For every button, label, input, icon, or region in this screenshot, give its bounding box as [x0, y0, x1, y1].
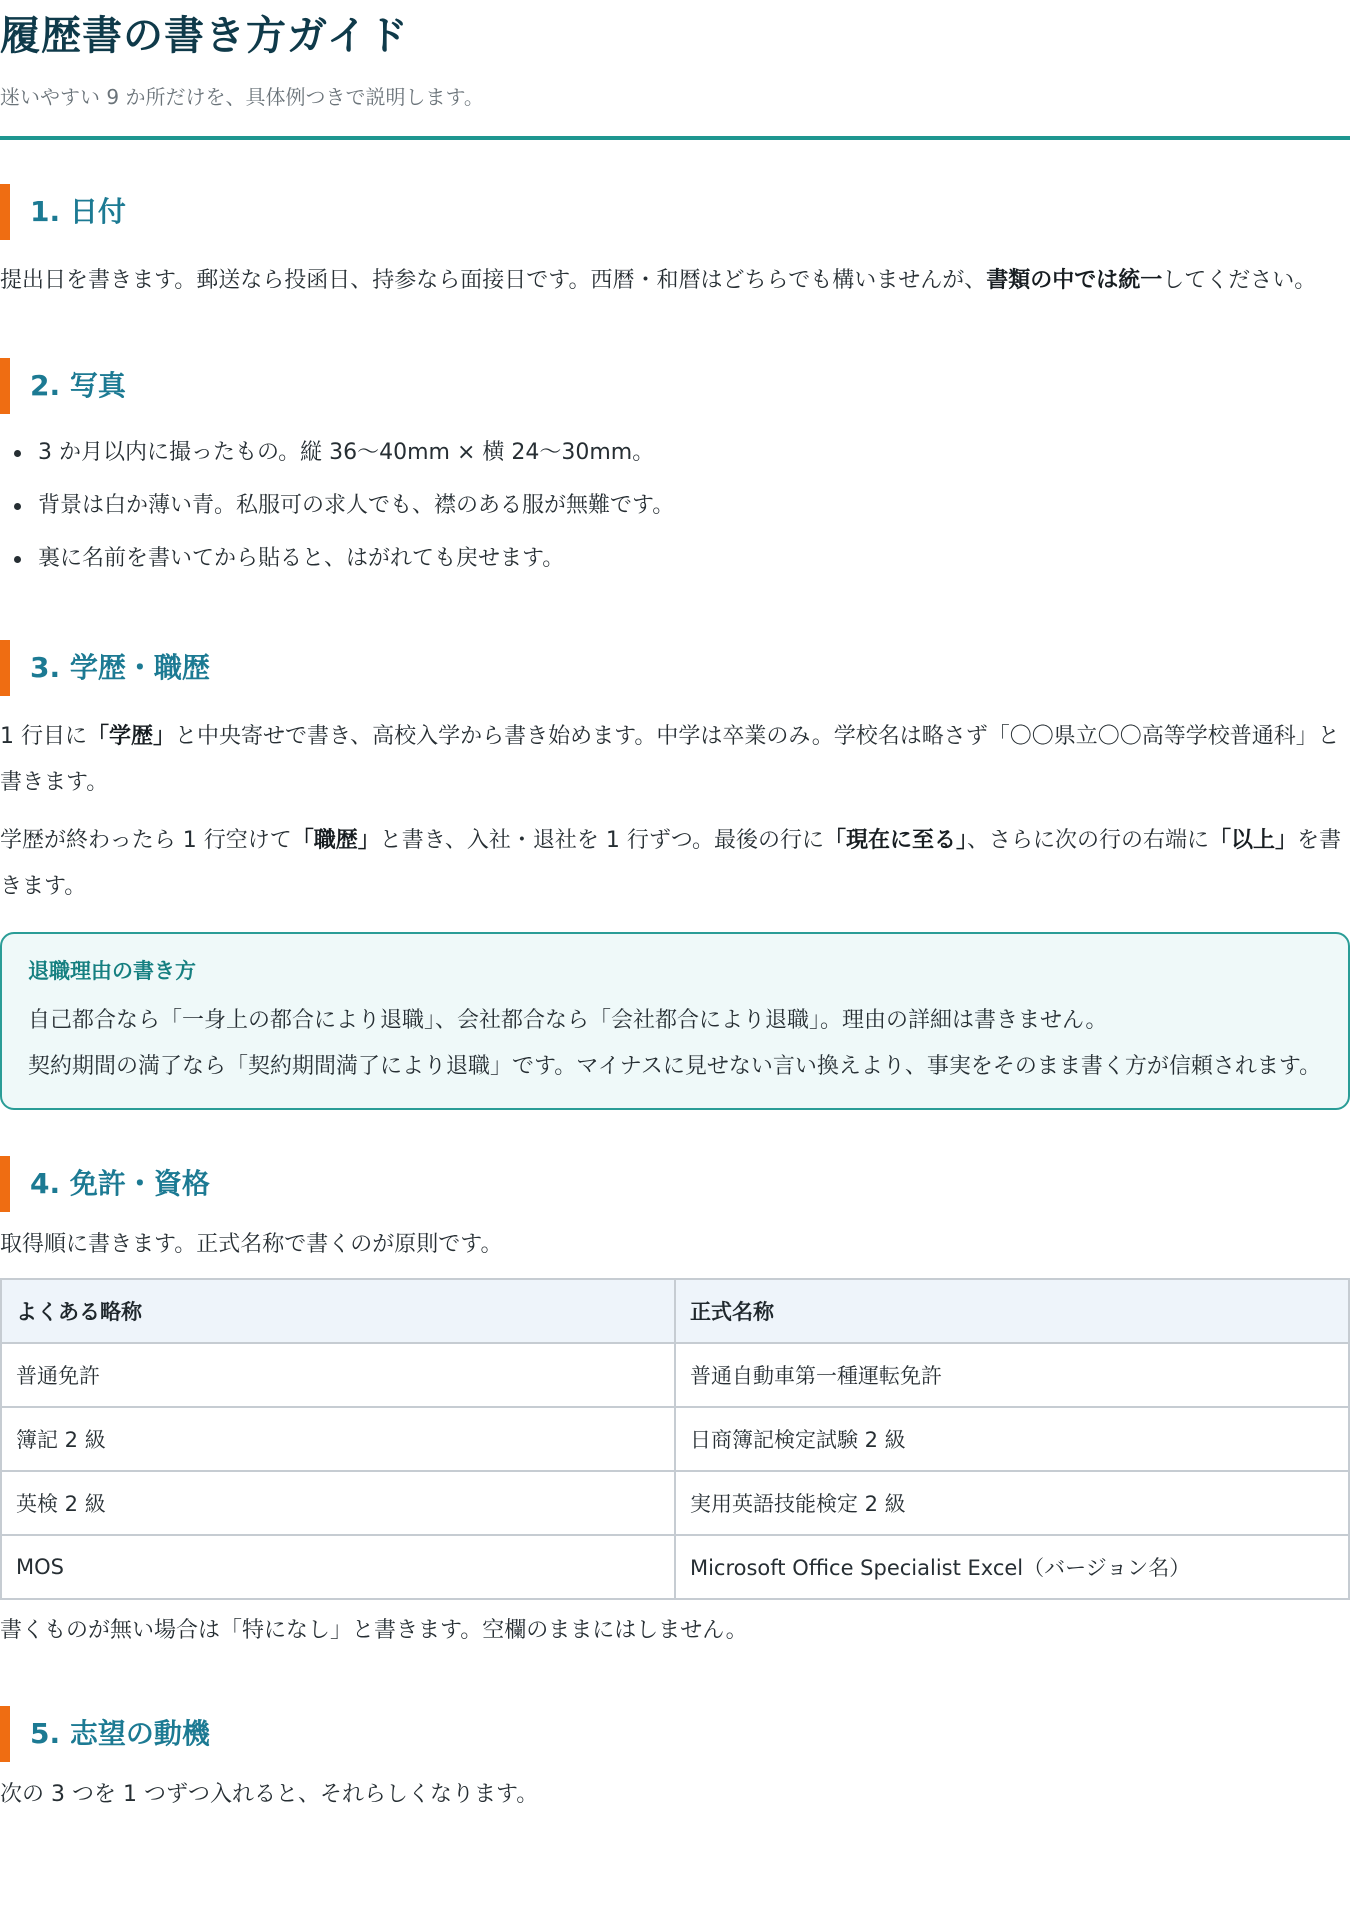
section-heading-photo: 2. 写真: [0, 358, 1350, 414]
table-cell: 実用英語技能検定 2 級: [675, 1471, 1349, 1535]
section-heading-date: 1. 日付: [0, 184, 1350, 240]
tip-line-2: 契約期間の満了なら「契約期間満了により退職」です。マイナスに見せない言い換えより、事実をそのまま書く方が信頼されます。: [28, 1054, 1322, 1079]
history-p1-bold: 「学歴」: [87, 724, 176, 749]
license-intro: 取得順に書きます。正式名称で書くのが原則です。: [0, 1232, 503, 1257]
page-subtitle: 迷いやすい 9 か所だけを、具体例つきで説明します。: [0, 85, 484, 109]
tip-line-1: 自己都合なら「一身上の都合により退職」、会社都合なら「会社都合により退職」。理由の詳細は書きません。: [28, 1008, 1108, 1033]
history-p1-a: 1 行目に: [0, 724, 87, 749]
table-row: [1, 1343, 1349, 1407]
history-paragraph-2: [0, 818, 1350, 910]
history-p2-b: と書き、入社・退社を 1 行ずつ。最後の行に: [379, 828, 825, 853]
photo-list: [0, 436, 1350, 576]
date-text-a: 提出日を書きます。郵送なら投函日、持参なら面接日です。西暦・和暦はどちらでも構いませんが、: [0, 268, 987, 293]
list-item: 背景は白か薄い青。私服可の求人でも、襟のある服が無難です。: [0, 489, 1350, 523]
date-text-b: してください。: [1162, 268, 1317, 293]
history-paragraph-1: [0, 714, 1350, 806]
table-cell: 普通自動車第一種運転免許: [675, 1343, 1349, 1407]
history-p2-bold1: 「職歴」: [291, 828, 380, 853]
tip-box: [0, 932, 1350, 1110]
date-paragraph: [0, 258, 1350, 304]
history-p2-a: 学歴が終わったら 1 行空けて: [0, 828, 292, 853]
license-note: 書くものが無い場合は「特になし」と書きます。空欄のままにはしません。: [0, 1618, 748, 1643]
list-item: 裏に名前を書いてから貼ると、はがれても戻せます。: [0, 542, 1350, 576]
column-header-abbrev: よくある略称: [1, 1279, 675, 1343]
history-p2-d: を書きます。: [0, 828, 1342, 899]
history-p1-b: と中央寄せで書き、高校入学から書き始めます。中学は卒業のみ。学校名は略さず「〇〇県立〇〇高等学校普通科」と書きます。: [0, 724, 1340, 795]
list-item: 3 か月以内に撮ったもの。縦 36〜40mm × 横 24〜30mm。: [0, 436, 1350, 470]
section-heading-motive: 5. 志望の動機: [0, 1706, 1350, 1762]
history-p2-bold2: 「現在に至る」: [824, 828, 968, 853]
table-row: [1, 1535, 1349, 1599]
table-cell: 普通免許: [1, 1343, 675, 1407]
table-cell: 英検 2 級: [1, 1471, 675, 1535]
table-cell: 簿記 2 級: [1, 1407, 675, 1471]
page-title: 履歴書の書き方ガイド: [0, 13, 409, 59]
motive-intro: 次の 3 つを 1 つずつ入れると、それらしくなります。: [0, 1782, 539, 1807]
table-row: [1, 1407, 1349, 1471]
history-p2-c: 、さらに次の行の右端に: [967, 828, 1210, 853]
history-p2-bold3: 「以上」: [1209, 828, 1298, 853]
section-heading-license: 4. 免許・資格: [0, 1156, 1350, 1212]
table-cell: 日商簿記検定試験 2 級: [675, 1407, 1349, 1471]
column-header-official: 正式名称: [675, 1279, 1349, 1343]
license-table: [0, 1278, 1350, 1600]
section-heading-history: 3. 学歴・職歴: [0, 640, 1350, 696]
table-cell: Microsoft Office Specialist Excel（バージョン名）: [675, 1535, 1349, 1599]
table-header-row: [1, 1279, 1349, 1343]
tip-title: 退職理由の書き方: [28, 959, 196, 983]
table-row: [1, 1471, 1349, 1535]
date-text-bold: 書類の中では統一: [986, 268, 1163, 293]
table-cell: MOS: [1, 1535, 675, 1599]
